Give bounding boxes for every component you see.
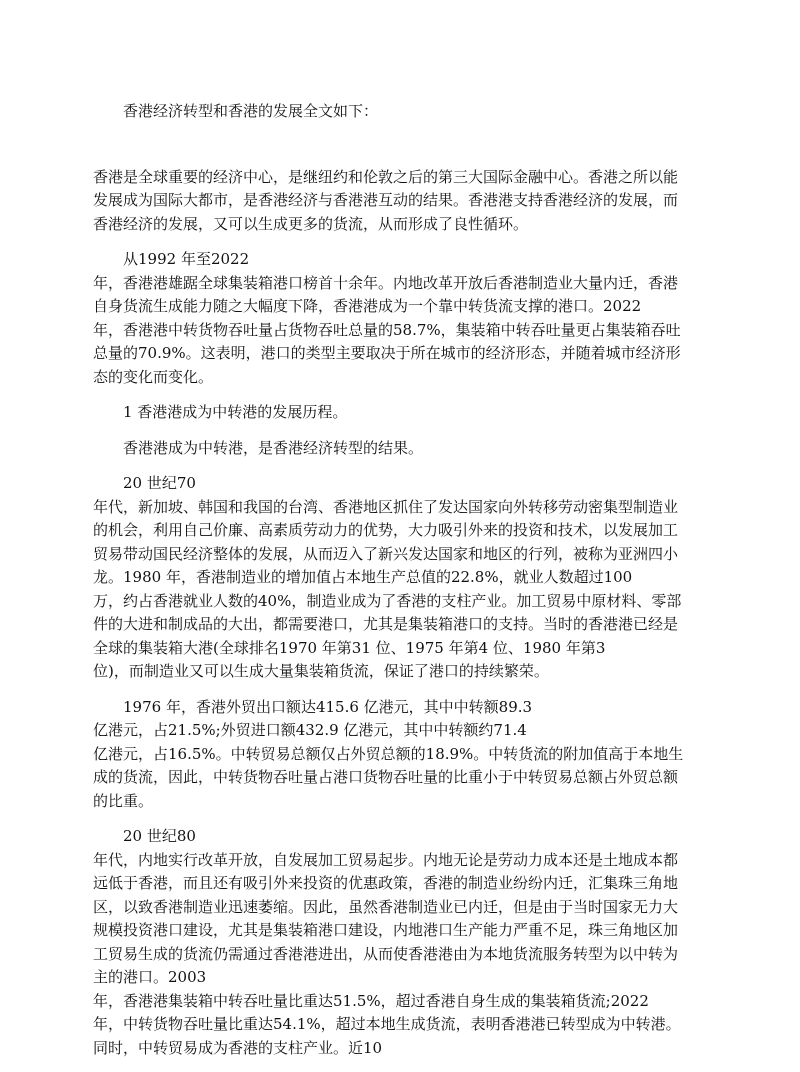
paragraph-1980s: 20 世纪80 年代，内地实行改革开放，自发展加工贸易起步。内地无论是劳动力成本还是土地成本都 远低于香港，而且还有吸引外来投资的优惠政策，香港的制造业纷纷内迁，汇集珠三角地 区，以致香港制造业迅速萎缩。因此，虽然香港制造业已内迁，但是由于当时国家无力大 规模投资港口建设，尤其是集装箱港口建设，内地港口生产能力严重不足，珠三角地区加 工贸易生成的货流仍需通过香港港进出，从而使香港港由为本地货流服务转型为以中转为 主的港口。2003 年，香港港集装箱中转吞吐量比重达51.5%，超过香港自身生成的集装箱货流;2022 年，中转货物吞吐量比重达54.1%，超过本地生成货流，表明香港港已转型成为中转港。 同时，中转贸易成为香港的支柱产业。近10	[93, 827, 681, 1057]
section-heading-1: 1 香港港成为中转港的发展历程。	[123, 403, 348, 421]
paragraph-1976: 1976 年，香港外贸出口额达415.6 亿港元，其中中转额89.3 亿港元，占21.5%;外贸进口额432.9 亿港元，其中中转额约71.4 亿港元，占16.5%。中转贸易总额仅占外贸总额的18.9%。中转货流的附加值高于本地生 成的货流，因此，中转货物吞吐量占港口货物吞吐量的比重小于中转贸易总额占外贸总额 的比重。	[93, 697, 684, 810]
paragraph-transit-port: 香港港成为中转港，是香港经济转型的结果。	[123, 438, 424, 457]
paragraph-1992-2022: 从1992 年至2022 年，香港港雄踞全球集装箱港口榜首十余年。内地改革开放后香港制造业大量内迁，香港 自身货流生成能力随之大幅度下降，香港港成为一个靠中转货流支撑的港口。2022 年，香港港中转货物吞吐量占货物吞吐总量的58.7%，集装箱中转吞吐量更占集装箱吞吐 总量的70.9%。这表明，港口的类型主要取决于所在城市的经济形态，并随着城市经济形 态的变化而变化。	[93, 250, 681, 386]
paragraph-1970s: 20 世纪70 年代，新加坡、韩国和我国的台湾、香港地区抓住了发达国家向外转移劳动密集型制造业 的机会，利用自己价廉、高素质劳动力的优势，大力吸引外来的投资和技术，以发展加工 贸易带动国民经济整体的发展，从而迈入了新兴发达国家和地区的行列，被称为亚洲四小 龙。1980 年，香港制造业的增加值占本地生产总值的22.8%，就业人数超过100 万，约占香港就业人数的40%，制造业成为了香港的支柱产业。加工贸易中原材料、零部 件的大进和制成品的大出，都需要港口，尤其是集装箱港口的支持。当时的香港港已经是 全球的集装箱大港(全球排名1970 年第31 位、1975 年第4 位、1980 年第3 位)，而制造业又可以生成大量集装箱货流，保证了港口的持续繁荣。	[93, 474, 682, 680]
document-page	[93, 100, 708, 1072]
document-heading: 香港经济转型和香港的发展全文如下：	[123, 102, 379, 120]
paragraph-intro: 香港是全球重要的经济中心，是继纽约和伦敦之后的第三大国际金融中心。香港之所以能 发展成为国际大都市，是香港经济与香港港互动的结果。香港港支持香港经济的发展，而 香港经济的发展，又可以生成更多的货流，从而形成了良性循环。	[93, 167, 679, 233]
